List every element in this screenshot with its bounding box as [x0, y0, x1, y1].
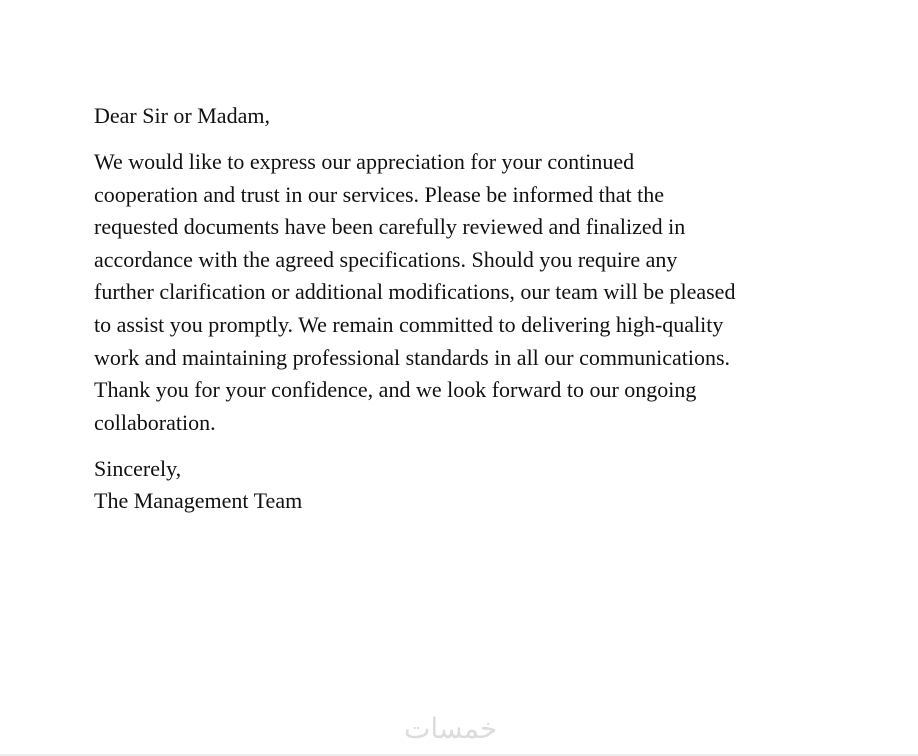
letter-body	[94, 146, 824, 439]
body-line: further clarification or additional modifications, our team will be pleased	[94, 279, 736, 305]
body-line: requested documents have been carefully reviewed and finalized in	[94, 214, 686, 240]
salutation: Dear Sir or Madam,	[94, 103, 270, 128]
letter	[94, 100, 824, 517]
closing: Sincerely,	[94, 456, 182, 482]
body-line: accordance with the agreed specifications. Should you require any	[94, 246, 678, 272]
body-line: We would like to express our appreciation for your continued	[94, 149, 635, 174]
body-line: cooperation and trust in our services. Please be informed that the	[94, 181, 664, 207]
signature: The Management Team	[94, 488, 303, 514]
body-line: collaboration.	[94, 409, 216, 435]
body-line: to assist you promptly. We remain committed to delivering high-quality	[94, 311, 724, 337]
body-line: Thank you for your confidence, and we look forward to our ongoing	[94, 377, 697, 403]
body-line: work and maintaining professional standards in all our communications.	[94, 344, 731, 370]
closing-block	[94, 453, 824, 517]
watermark-logo: خمسات	[404, 712, 498, 745]
